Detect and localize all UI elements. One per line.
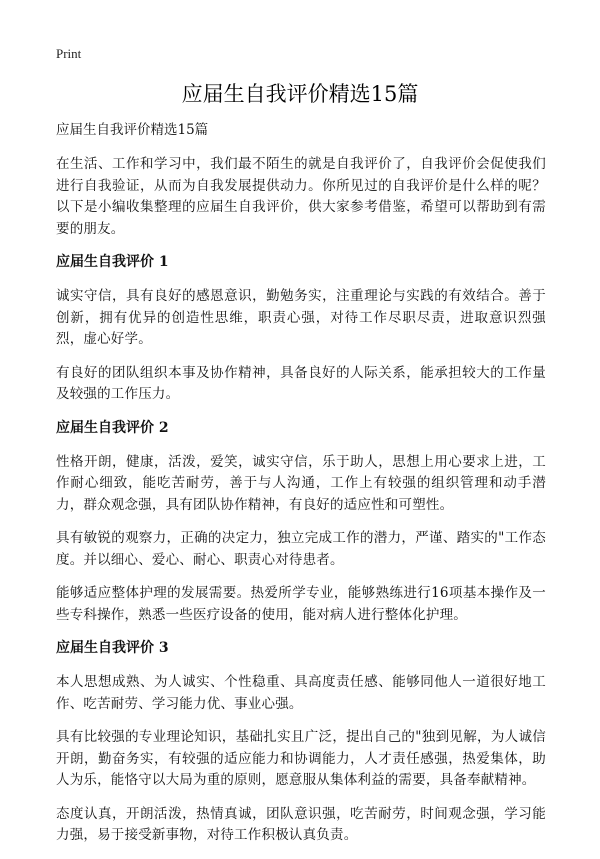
section-2-paragraph-1: 性格开朗，健康，活泼，爱笑，诚实守信，乐于助人，思想上用心要求上进，工作耐心细致，能吃苦耐劳，善于与人沟通，工作上有较强的组织管理和动手潜力，群众观念强，具有团队协作精神，有良好的适应性和可塑性。: [56, 453, 546, 513]
section-3-paragraph-2: 具有比较强的专业理论知识，基础扎实且广泛，提出自己的"独到见解，为人诚信开朗，勤奋务实，有较强的适应能力和协调能力，人才责任感强，热爱集体，助人为乐，能恪守以大局为重的原则，愿意服从集体利益的需要，具备奉献精神。: [56, 729, 546, 788]
section-3-paragraph-3: 态度认真，开朗活泼，热情真诚，团队意识强，吃苦耐劳，时间观念强，学习能力强，易于接受新事物，对待工作积极认真负责。: [56, 805, 546, 843]
print-link[interactable]: Print: [56, 46, 82, 61]
section-heading-2: 应届生自我评价 2: [56, 419, 169, 436]
section-heading-1: 应届生自我评价 1: [56, 254, 169, 270]
section-1-paragraph-1: 诚实守信，具有良好的感恩意识，勤勉务实，注重理论与实践的有效结合。善于创新，拥有优异的创造性思维，职责心强，对待工作尽职尽责，进取意识烈强烈，虚心好学。: [56, 288, 546, 347]
section-2-paragraph-3: 能够适应整体护理的发展需要。热爱所学专业，能够熟练进行16项基本操作及一些专科操作，熟悉一些医疗设备的使用，能对病人进行整体化护理。: [56, 585, 546, 623]
section-2-paragraph-2: 具有敏锐的观察力，正确的决定力，独立完成工作的潜力，严谨、踏实的"工作态度。并以细心、爱心、耐心、职责心对待患者。: [56, 530, 546, 568]
document-subtitle: 应届生自我评价精选15篇: [56, 122, 209, 138]
section-heading-3: 应届生自我评价 3: [56, 640, 169, 656]
intro-paragraph: 在生活、工作和学习中，我们最不陌生的就是自我评价了，自我评价会促使我们进行自我验证，从而为自我发展提供动力。你所见过的自我评价是什么样的呢？以下是小编收集整理的应届生自我评价，供大家参考借鉴，希望可以帮助到有需要的朋友。: [56, 156, 546, 237]
section-3-paragraph-1: 本人思想成熟、为人诚实、个性稳重、具高度责任感、能够同他人一道很好地工作、吃苦耐劳、学习能力优、事业心强。: [56, 674, 546, 712]
document-body: [56, 120, 546, 859]
page-title: 应届生自我评价精选15篇: [181, 82, 419, 106]
section-1-paragraph-2: 有良好的团队组织本事及协作精神，具备良好的人际关系，能承担较大的工作量及较强的工作压力。: [56, 364, 546, 402]
